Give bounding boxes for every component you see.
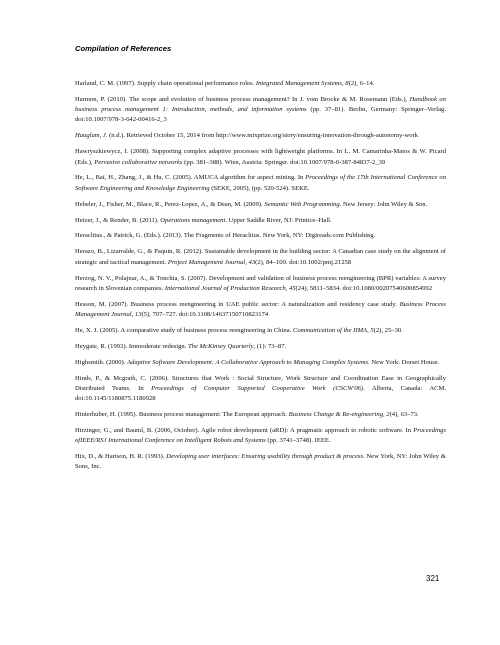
- reference-italic-segment: Proceedings of the 17th International Conference on Software Engineering and Knowledge Engineering: [75, 174, 446, 192]
- reference-entry: [75, 326, 446, 336]
- reference-entry: [75, 147, 446, 168]
- reference-entry: [75, 410, 446, 420]
- reference-text-segment: . New York, NY: John Wiley & Sons, Inc.: [75, 453, 446, 471]
- reference-text-segment: (4), 63–73.: [389, 411, 419, 419]
- reference-entry: [75, 342, 446, 352]
- reference-text-segment: ,: [367, 326, 371, 334]
- reference-text-segment: Heizer, J., & Render, B. (2011).: [75, 216, 161, 224]
- reference-italic-segment: Proceedings of Computer Supported Cooperative Work (CSCW'06): [151, 384, 364, 392]
- reference-italic-segment: Semantic Web Programming: [264, 200, 340, 208]
- reference-italic-segment: Communication of the IIMA: [292, 326, 368, 334]
- reference-entry: [75, 231, 446, 241]
- reference-entry: [75, 426, 446, 447]
- reference-text-segment: He, X. J. (2005). A comparative study of business process reengineering in China.: [75, 326, 293, 334]
- reference-text-segment: Harland, C. M. (1997). Supply chain operational performance roles.: [75, 80, 256, 87]
- reference-entry: [75, 95, 446, 126]
- reference-italic-segment: Proceedings ofIEEE/RSJ International Conference on Intelligent Robots and Systems: [75, 426, 446, 445]
- reference-text-segment: (2), 25–30.: [373, 326, 403, 334]
- reference-text-segment: , (1): 73–87.: [253, 342, 287, 350]
- reference-text-segment: Harmon, P. (2010). The scope and evolution of business process management? In J. vom Brocke & M. Rosemann (Eds.),: [75, 95, 410, 103]
- reference-italic-segment: The McKinsey Quarterly: [187, 342, 254, 350]
- reference-text-segment: Hirzinger, G., and Bauml, B. (2006, October). Agile robot development (aRD): A pragmatic approach to robotic software. In: [75, 426, 414, 434]
- reference-list: [75, 79, 446, 478]
- reference-italic-segment: Operations management: [160, 216, 226, 224]
- reference-text-segment: ,: [382, 411, 387, 419]
- reference-text-segment: Heraclitus., & Patrick, G. (Eds.). (2013). The Fragments of Heraclitus. New York, NY: Digireads.com Publishing.: [75, 232, 376, 240]
- reference-text-segment: (24), 5811–5834. doi:10.1080/00207540600854992: [295, 284, 433, 292]
- reference-text-segment: ,: [342, 80, 346, 87]
- reference-italic-segment: 5: [370, 326, 374, 334]
- reference-text-segment: Highsmith. (2000).: [75, 358, 128, 366]
- reference-italic-segment: 43: [248, 258, 256, 266]
- reference-text-segment: (5), 707–727. doi:10.1108/14637150710823174: [141, 310, 269, 318]
- reference-italic-segment: Adaptive Software Development: A Collaborative Approach to Managing Complex Systems: [127, 358, 369, 366]
- reference-entry: [75, 358, 446, 368]
- reference-text-segment: Herazo, B., Lizarralde, G., & Paquin, R. (2012). Sustainable development in the building sector: A Canadian case study on the alignment of strategic and tactical management.: [75, 248, 446, 266]
- reference-text-segment: He, L., Bai, H., Zhang, J., & Hu, C. (2005). AMUCA algorithm for aspect mining. In: [75, 174, 306, 182]
- reference-entry: [75, 274, 446, 295]
- reference-text-segment: (n.d.). Retrieved October 15, 2014 from http://www.mixprize.org/story/ensuring-innovation-through-autonomy-work: [107, 132, 419, 140]
- page-number: 321: [426, 574, 440, 583]
- reference-entry: [75, 131, 446, 141]
- reference-italic-segment: Business Change & Re-engineering: [288, 411, 383, 419]
- reference-italic-segment: Developing user interfaces: Ensuring usability through product & process: [166, 453, 364, 461]
- reference-italic-segment: 13: [134, 310, 142, 318]
- reference-entry: [75, 216, 446, 226]
- page-header-title: Compilation of References: [75, 44, 172, 53]
- reference-text-segment: Hinds, P., & Mcgrath, C. (2006). Structures that Work : Social Structure, Work Structure and Coordination Ease in Geographically Distributed Teams. In: [75, 374, 446, 392]
- reference-entry: [75, 200, 446, 210]
- reference-italic-segment: Integrated Management Systems: [255, 80, 342, 87]
- reference-text-segment: Hesson, M. (2007). Business process reengineering in UAE public sector: A naturalization and residency case study.: [75, 300, 400, 308]
- reference-italic-segment: Handbook on business process management 1: Introduction, methods, and information systems: [75, 95, 447, 114]
- reference-text-segment: ,: [285, 284, 289, 292]
- reference-entry: [75, 79, 446, 89]
- reference-text-segment: (2), 6–14.: [348, 80, 375, 87]
- reference-italic-segment: 8: [345, 80, 349, 87]
- reference-entry: [75, 247, 446, 268]
- reference-text-segment: (pp. 37–81). Berlin, Germany: Springer–Verlag. doi:10.1007/978-3-642-00416-2_3: [75, 106, 446, 124]
- reference-text-segment: Hawryszkiewycz, I. (2008). Supporting complex adaptive processes with lightweight platforms. In L. M. Camarinha-Matos & W. Picard (Eds.),: [75, 148, 446, 166]
- reference-entry: [75, 374, 446, 405]
- reference-entry: [75, 300, 446, 321]
- reference-italic-segment: 45: [288, 284, 296, 292]
- reference-italic-segment: International Journal of Production Research: [164, 284, 286, 292]
- reference-text-segment: Hinterhuber, H. (1995). Business process management: The European approach.: [75, 411, 289, 419]
- reference-italic-segment: Hauglum, J.: [75, 132, 108, 140]
- reference-text-segment: (pp. 381–388). Wien, Austria: Springer. doi:10.1007/978-0-387-84837-2_39: [182, 158, 386, 166]
- reference-italic-segment: 2: [386, 411, 390, 419]
- reference-italic-segment: Project Management Journal: [167, 258, 246, 266]
- reference-text-segment: Hebeler, J., Fisher, M., Blace, R., Perez-Lopez, A., & Dean, M. (2009).: [75, 200, 265, 208]
- reference-text-segment: (2), 84–100. doi:10.1002/pmj.21258: [255, 258, 352, 266]
- reference-text-segment: . Upper Saddle River, NJ: Printice–Hall.: [225, 216, 332, 224]
- reference-text-segment: Hix, D., & Hartson, H. R. (1993).: [75, 453, 167, 461]
- reference-italic-segment: Pervasive collaborative networks: [94, 158, 183, 166]
- reference-text-segment: . New Jersey: John Wiley & Son.: [339, 200, 428, 208]
- reference-text-segment: ,: [131, 310, 135, 318]
- reference-text-segment: (SEKE, 2005), (pp. 520-524). SEKE.: [209, 184, 310, 192]
- reference-text-segment: . Alberta, Canada: ACM. doi:10.1145/1180875.1180928: [75, 384, 447, 403]
- reference-italic-segment: Business Process Management Journal: [75, 300, 447, 318]
- reference-entry: [75, 173, 446, 194]
- reference-text-segment: ,: [245, 258, 249, 266]
- reference-text-segment: . New York: Dorset House.: [368, 358, 440, 366]
- reference-text-segment: (pp. 3741–3748). IEEE.: [265, 437, 331, 445]
- reference-entry: [75, 452, 446, 473]
- reference-text-segment: Heygate, R. (1993). Immoderate redesign.: [75, 342, 188, 350]
- reference-text-segment: Herzog, N. V., Polajnar, A., & Tonchia, S. (2007). Development and validation of business process reengineering (BPR) variables: A survey research in Slovenian companies.: [75, 274, 446, 292]
